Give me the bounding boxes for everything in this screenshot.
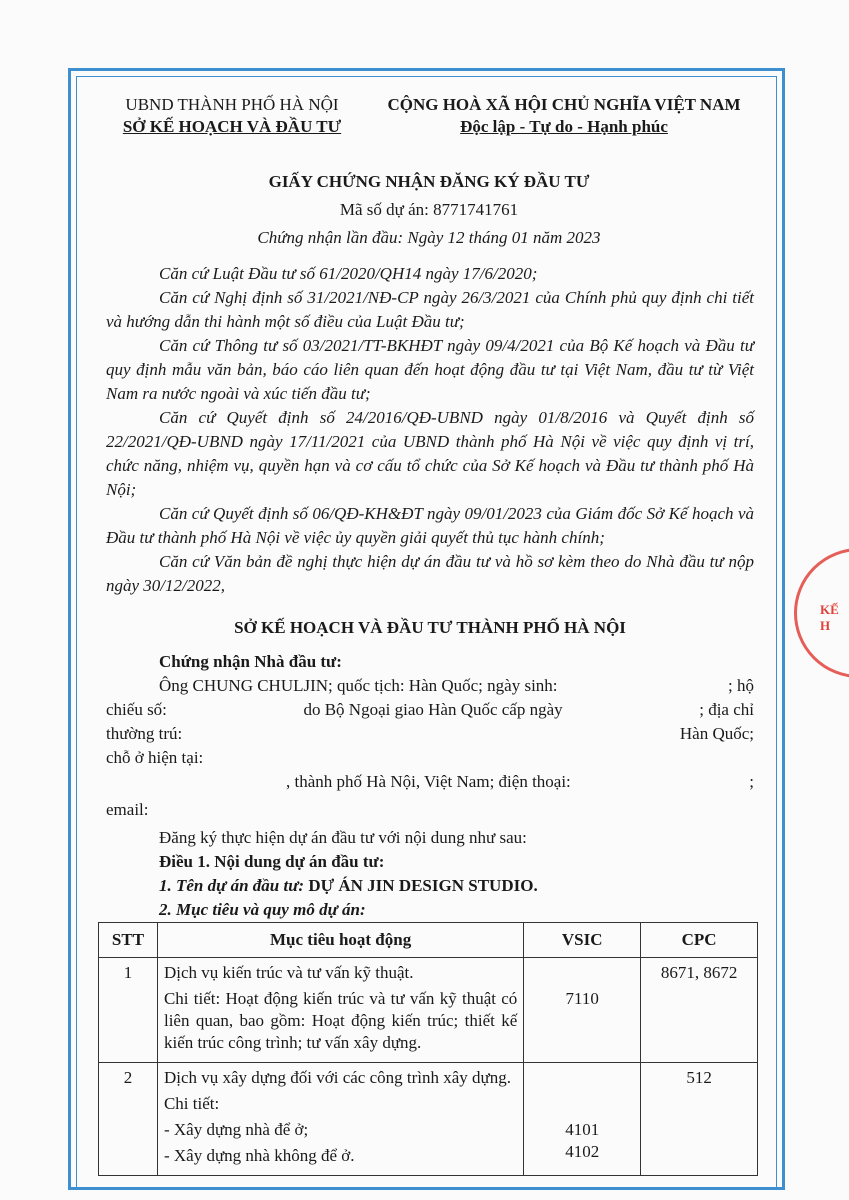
investor-line2: chiếu số: do Bộ Ngoại giao Hàn Quốc cấp ngày ; địa chỉ [106, 700, 754, 719]
cell-vsic: 4101 4102 [524, 1063, 641, 1176]
table-header-row [99, 923, 758, 958]
basis-item: Căn cứ Quyết định số 06/QĐ-KH&ĐT ngày 09/01/2023 của Giám đốc Sở Kế hoạch và Đầu tư thành phố Hà Nội về việc ủy quyền giải quyết thủ tục hành chính; [106, 504, 754, 547]
cell-stt: 2 [99, 1063, 158, 1176]
issuing-authority [112, 94, 352, 138]
header-cpc: CPC [641, 923, 758, 958]
basis-item: Căn cứ Quyết định số 24/2016/QĐ-UBND ngày 01/8/2016 và Quyết định số 22/2021/QĐ-UBND ngày 17/11/2021 của UBND thành phố Hà Nội về việc quy định vị trí, chức năng, nhiệm vụ, quyền hạn và cơ cấu tổ chức của Sở Kế hoạch và Đầu tư thành phố Hà Nội; [106, 408, 754, 499]
cell-cpc: 512 [641, 1063, 758, 1176]
cell-cpc: 8671, 8672 [641, 958, 758, 1063]
national-motto [372, 94, 756, 138]
cell-activity: Dịch vụ kiến trúc và tư vấn kỹ thuật. Chi tiết: Hoạt động kiến trúc và tư vấn kỹ thuật có liên quan, bao gồm: Hoạt động kiến trúc; thiết kế kiến trúc công trình; tư vấn xây dựng. [157, 958, 523, 1063]
authority-line2: SỞ KẾ HOẠCH VÀ ĐẦU TƯ [122, 117, 342, 136]
cell-activity: Dịch vụ xây dựng đối với các công trình xây dựng. Chi tiết: - Xây dựng nhà để ở; - Xây dựng nhà không để ở. [157, 1063, 523, 1176]
objectives-table [98, 922, 758, 1176]
legal-basis [106, 262, 754, 598]
cell-stt: 1 [99, 958, 158, 1063]
article-1-heading: Điều 1. Nội dung dự án đầu tư: [159, 852, 385, 871]
table-row [99, 958, 758, 1063]
investor-line4: chỗ ở hiện tại: [106, 748, 204, 767]
header-activity: Mục tiêu hoạt động [157, 923, 523, 958]
certificate-title-block [84, 168, 774, 252]
motto-line: Độc lập - Tự do - Hạnh phúc [460, 117, 668, 136]
project-code: Mã số dự án: 8771741761 [339, 200, 519, 219]
document-body [106, 262, 754, 922]
basis-item: Căn cứ Nghị định số 31/2021/NĐ-CP ngày 26/3/2021 của Chính phủ quy định chi tiết và hướng dẫn thi hành một số điều của Luật Đầu tư; [106, 288, 754, 331]
project-name-line: 1. Tên dự án đầu tư: DỰ ÁN JIN DESIGN STUDIO. [159, 876, 538, 895]
stamp-lettering: KẾ H [820, 602, 839, 633]
cell-vsic: 7110 [524, 958, 641, 1063]
objectives-heading: 2. Mục tiêu và quy mô dự án: [159, 900, 366, 919]
investor-heading: Chứng nhận Nhà đầu tư: [159, 652, 342, 671]
basis-item: Căn cứ Thông tư số 03/2021/TT-BKHĐT ngày 09/4/2021 của Bộ Kế hoạch và Đầu tư quy định mẫu văn bản, báo cáo liên quan đến hoạt động đầu tư tại Việt Nam, đầu tư từ Việt Nam ra nước ngoài và xúc tiến đầu tư; [106, 336, 754, 403]
investor-email: email: [106, 800, 149, 819]
country-name: CỘNG HOÀ XÃ HỘI CHỦ NGHĨA VIỆT NAM [387, 95, 741, 114]
register-line: Đăng ký thực hiện dự án đầu tư với nội dung như sau: [159, 828, 527, 847]
basis-item: Căn cứ Văn bản đề nghị thực hiện dự án đầu tư và hồ sơ kèm theo do Nhà đầu tư nộp ngày 30/12/2022, [106, 552, 754, 595]
investor-line5: , thành phố Hà Nội, Việt Nam; điện thoại: ; [286, 772, 754, 791]
table-row [99, 1063, 758, 1176]
header-vsic: VSIC [524, 923, 641, 958]
first-certification-date: Chứng nhận lần đầu: Ngày 12 tháng 01 năm 2023 [257, 228, 601, 247]
investor-line1: Ông CHUNG CHULJIN; quốc tịch: Hàn Quốc; ngày sinh: ; hộ [159, 676, 754, 695]
organization-heading: SỞ KẾ HOẠCH VÀ ĐẦU TƯ THÀNH PHỐ HÀ NỘI [234, 618, 626, 637]
investor-line3: thường trú: Hàn Quốc; [106, 724, 754, 743]
authority-line1: UBND THÀNH PHỐ HÀ NỘI [125, 95, 339, 114]
basis-item: Căn cứ Luật Đầu tư số 61/2020/QH14 ngày 17/6/2020; [159, 264, 538, 283]
certificate-title: GIẤY CHỨNG NHẬN ĐĂNG KÝ ĐẦU TƯ [268, 172, 590, 191]
header-stt: STT [99, 923, 158, 958]
